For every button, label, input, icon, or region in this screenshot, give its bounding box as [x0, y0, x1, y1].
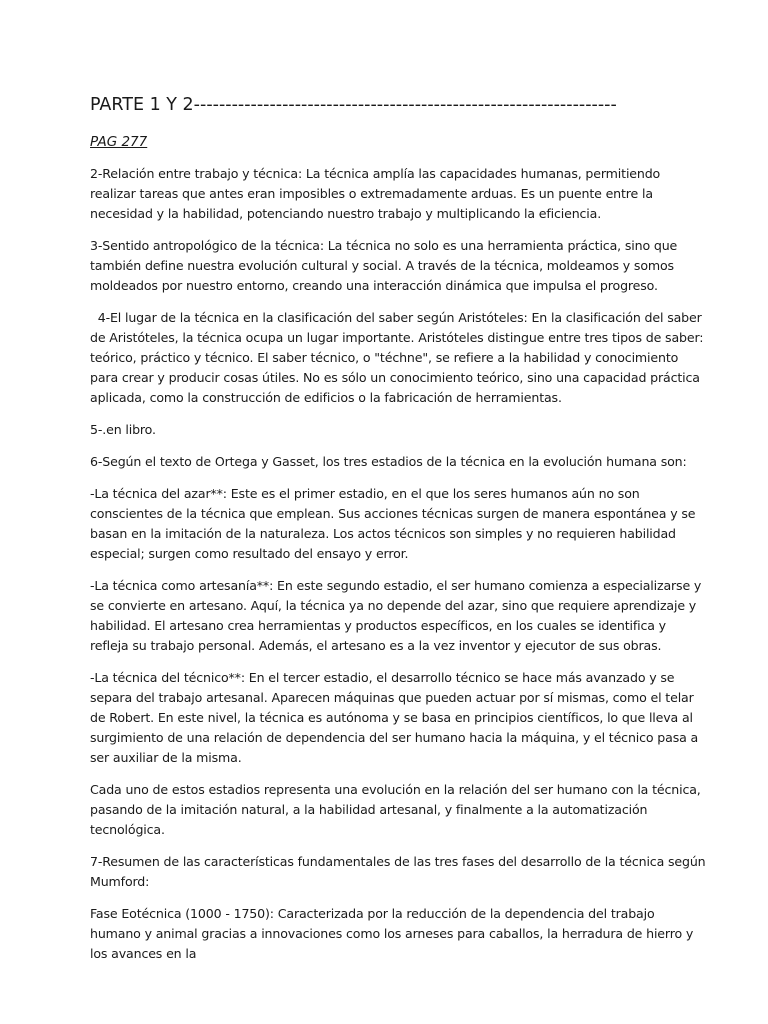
section-heading: PARTE 1 Y 2------------------------------------------------------------------- [90, 95, 617, 115]
paragraph-estadios-resumen: Cada uno de estos estadios representa una evolución en la relación del ser humano con la técnica, pasando de la imitación natural, a la habilidad artesanal, y finalmente a la automatización tecnológica. [90, 782, 701, 837]
paragraph-5-libro: 5-.en libro. [90, 422, 156, 437]
paragraph-6-ortega-gasset: 6-Según el texto de Ortega y Gasset, los tres estadios de la técnica en la evolución humana son: [90, 454, 687, 469]
paragraph-4-aristoteles: 4-El lugar de la técnica en la clasificación del saber según Aristóteles: En la clasificación del saber de Aristóteles, la técnica ocupa un lugar importante. Aristóteles distingue entre tres tipos de saber: teórico, práctico y técnico. El saber técnico, o "téchne", se refiere a la habilidad y conocimiento para crear y producir cosas útiles. No es sólo un conocimiento teórico, sino una capacidad práctica aplicada, como la construcción de edificios o la fabricación de herramientas. [90, 310, 708, 405]
paragraph-tecnica-del-tecnico: -La técnica del técnico**: En el tercer estadio, el desarrollo técnico se hace más avanzado y se separa del trabajo artesanal. Aparecen máquinas que pueden actuar por sí mismas, como el telar de Robert. En este nivel, la técnica es autónoma y se basa en principios científicos, lo que lleva al surgimiento de una relación de dependencia del ser humano hacia la máquina, y el técnico pasa a ser auxiliar de la misma. [90, 670, 699, 765]
paragraph-tecnica-del-azar: -La técnica del azar**: Este es el primer estadio, en el que los seres humanos aún no son conscientes de la técnica que emplean. Sus acciones técnicas surgen de manera espontánea y se basan en la imitación de la naturaleza. Los actos técnicos son simples y no requieren habilidad especial; surgen como resultado del ensayo y error. [90, 486, 696, 561]
paragraph-2-trabajo-tecnica: 2-Relación entre trabajo y técnica: La técnica amplía las capacidades humanas, permitiendo realizar tareas que antes eran imposibles o extremadamente arduas. Es un puente entre la necesidad y la habilidad, potenciando nuestro trabajo y multiplicando la eficiencia. [90, 166, 661, 221]
paragraph-7-mumford: 7-Resumen de las características fundamentales de las tres fases del desarrollo de la técnica según Mumford: [90, 854, 706, 889]
paragraph-fase-eotecnica: Fase Eotécnica (1000 - 1750): Caracterizada por la reducción de la dependencia del trabajo humano y animal gracias a innovaciones como los arneses para caballos, la herradura de hierro y los avances en la [90, 906, 694, 961]
page-reference: PAG 277 [90, 134, 148, 150]
paragraph-3-sentido-antropologico: 3-Sentido antropológico de la técnica: La técnica no solo es una herramienta práctica, sino que también define nuestra evolución cultural y social. A través de la técnica, moldeamos y somos moldeados por nuestro entorno, creando una interacción dinámica que impulsa el progreso. [90, 238, 678, 293]
paragraph-tecnica-artesania: -La técnica como artesanía**: En este segundo estadio, el ser humano comienza a especializarse y se convierte en artesano. Aquí, la técnica ya no depende del azar, sino que requiere aprendizaje y habilidad. El artesano crea herramientas y productos específicos, en los cuales se identifica y refleja su trabajo personal. Además, el artesano es a la vez inventor y ejecutor de sus obras. [90, 578, 702, 653]
